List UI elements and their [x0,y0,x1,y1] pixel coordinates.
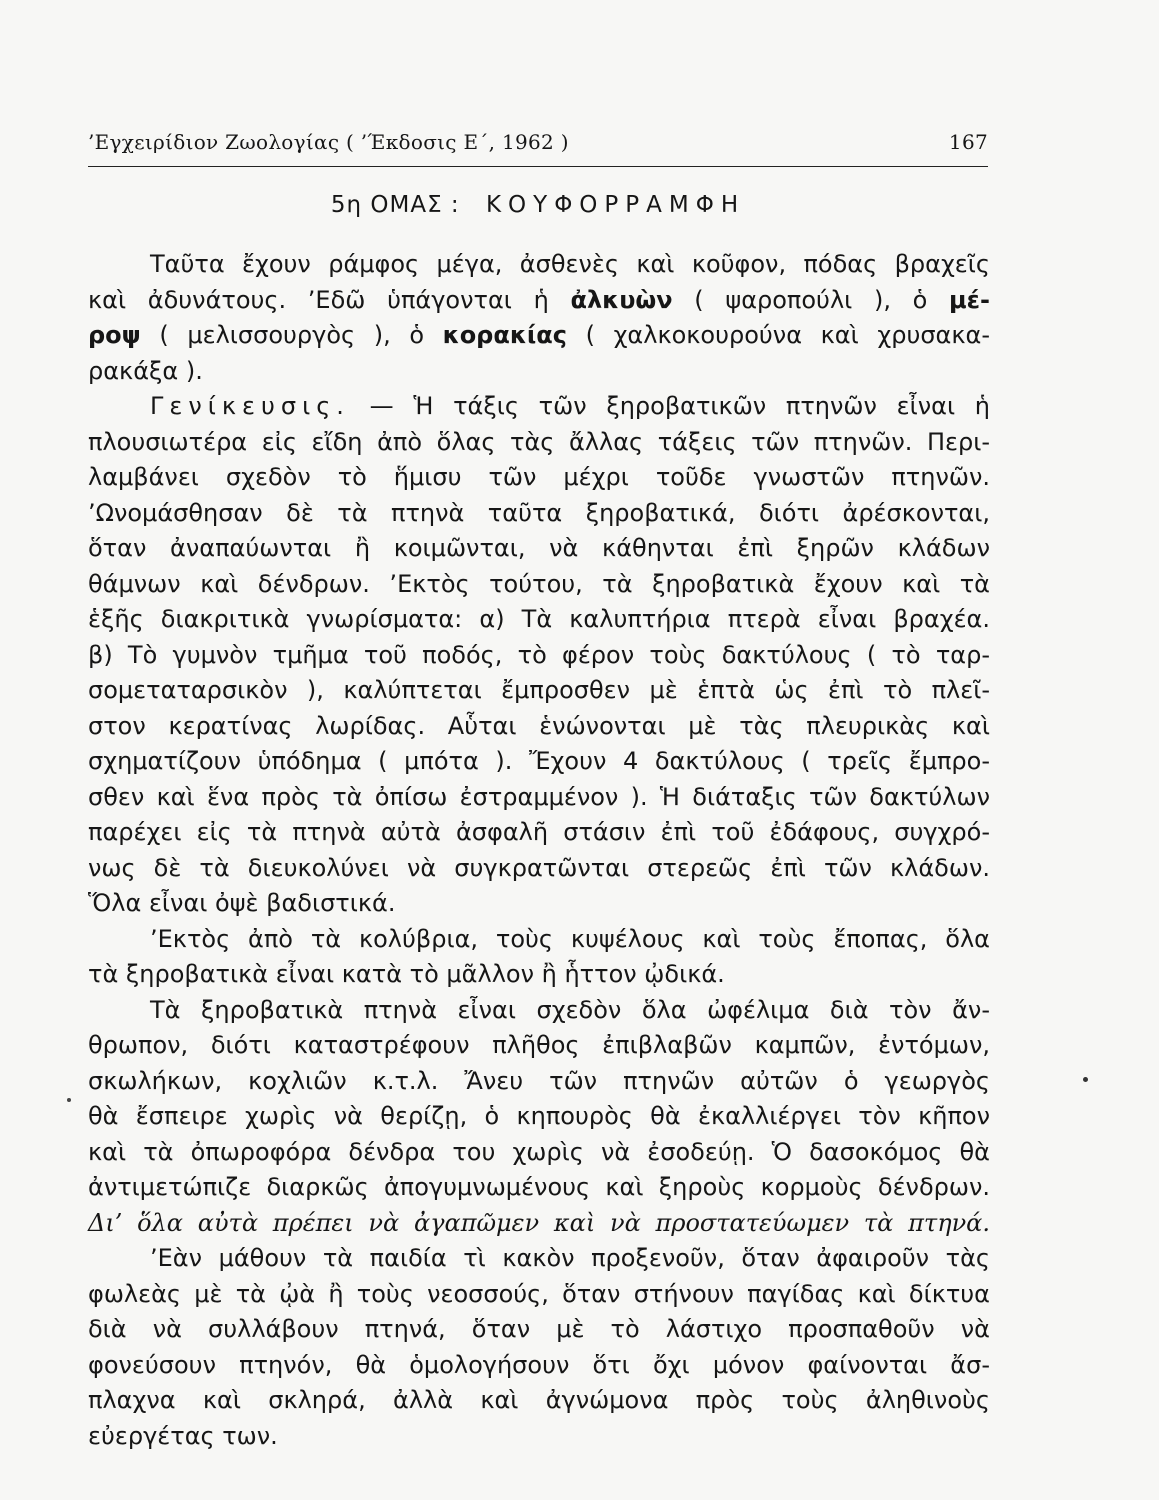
text-line: β) Τὸ γυμνὸν τμῆμα τοῦ ποδός, τὸ φέρον τοὺς δακτύλους ( τὸ ταρ- [88,640,990,669]
text-line: στον κερατίνας λωρίδας. Αὗται ἑνώνονται μὲ τὰς πλευρικὰς καὶ [88,711,990,740]
text-line: ἑξῆς διακριτικὰ γνωρίσματα: α) Τὰ καλυπτήρια πτερὰ εἶναι βραχέα. [88,605,990,633]
text-span: ( μελισσουργὸς ), ὁ [140,321,443,349]
text-line: ἀντιμετώπιζε διαρκῶς ἀπογυμνωμένους καὶ ξηροὺς κορμοὺς δένδρων. [88,1173,990,1201]
text-line: ’Εκτὸς ἀπὸ τὰ κολύβρια, τοὺς κυψέλους καὶ τοὺς ἔποπας, ὅλα [150,924,990,953]
section-number: 5η ΟΜΑΣ : [330,192,460,218]
text-span: — Ἡ τάξις τῶν ξηροβατικῶν πτηνῶν εἶναι ἡ [349,392,990,420]
text-line: σχηματίζουν ὑπόδημα ( μπότα ). Ἔχουν 4 δακτύλους ( τρεῖς ἔμπρο- [88,747,990,775]
text-line: νως δὲ τὰ διευκολύνει νὰ συγκρατῶνται στερεῶς ἐπὶ τῶν κλάδων. [88,853,990,882]
text-span: καὶ ἀδυνάτους. ’Εδῶ ὑπάγονται ἡ [88,285,571,314]
section-heading [88,192,988,218]
text-line: ὅταν ἀναπαύωνται ἢ κοιμῶνται, νὰ κάθηνται ἐπὶ ξηρῶν κλάδων [88,534,990,562]
term-merops-end: ροψ [88,321,141,349]
text-line: ’Εὰν μάθουν τὰ παιδία τὶ κακὸν προξενοῦν, ὅταν ἀφαιροῦν τὰς [150,1244,990,1272]
text-line: λαμβάνει σχεδὸν τὸ ἥμισυ τῶν μέχρι τοῦδε γνωστῶν πτηνῶν. [88,463,990,491]
text-line: καὶ τὰ ὀπωροφόρα δένδρα του χωρὶς νὰ ἐσοδεύῃ. Ὁ δασοκόμος θὰ [88,1137,990,1166]
text-line [88,247,990,283]
text-span: Ταῦτα ἔχουν ράμφος μέγα, ἀσθενὲς καὶ κοῦφον, πόδας βραχεῖς [150,250,990,278]
text-line: τὰ ξηροβατικὰ εἶναι κατὰ τὸ μᾶλλον ἢ ἧττον ᾠδικά. [88,960,725,988]
text-line: πλουσιωτέρα εἰς εἴδη ἀπὸ ὅλας τὰς ἄλλας τάξεις τῶν πτηνῶν. Περι- [88,427,990,456]
text-line: σθεν καὶ ἕνα πρὸς τὰ ὀπίσω ἐστραμμένον ). Ἡ διάταξις τῶν δακτύλων [88,782,990,811]
text-line [88,318,990,354]
text-line: διὰ νὰ συλλάβουν πτηνά, ὅταν μὲ τὸ λάστιχο προσπαθοῦν νὰ [88,1315,990,1343]
term-merops-start: μέ- [949,285,990,314]
print-speck [1083,1077,1088,1082]
text-line: ’Ωνομάσθησαν δὲ τὰ πτηνὰ ταῦτα ξηροβατικά, διότι ἀρέσκονται, [88,498,990,527]
term-genikeusis: Γενίκευσις. [150,392,350,420]
text-line [88,354,990,390]
text-line [88,389,990,425]
italic-moral-line: Δι’ ὅλα αὐτὰ πρέπει νὰ ἀγαπῶμεν καὶ νὰ προστατεύωμεν τὰ πτηνά. [88,1208,990,1237]
text-line: Ὅλα εἶναι ὀψὲ βαδιστικά. [88,889,396,917]
text-line: θὰ ἔσπειρε χωρὶς νὰ θερίζῃ, ὁ κηπουρὸς θὰ ἐκαλλιέργει τὸν κῆπον [88,1102,990,1130]
text-line: εὐεργέτας των. [88,1421,278,1450]
page-number: 167 [948,130,988,154]
term-korakias: κορακίας [442,321,567,349]
text-span: ( χαλκοκουρούνα καὶ χρυσακα- [566,321,990,349]
body-text [88,247,990,1454]
running-title: ’Εγχειρίδιον Ζωολογίας ( ’Έκδοσις Ε΄, 1962 ) [88,130,569,154]
text-line: θάμνων καὶ δένδρων. ’Εκτὸς τούτου, τὰ ξηροβατικὰ ἔχουν καὶ τὰ [88,569,990,598]
text-line: φωλεὰς μὲ τὰ ᾠὰ ἢ τοὺς νεοσσούς, ὅταν στήνουν παγίδας καὶ δίκτυα [88,1279,990,1308]
text-span: ρακάξα ). [88,356,203,385]
text-line [88,283,990,319]
text-span: ( ψαροπούλι ), ὁ [672,285,949,314]
text-line: πλαχνα καὶ σκληρά, ἀλλὰ καὶ ἀγνώμονα πρὸς τοὺς ἀληθινοὺς [88,1386,990,1414]
term-alkyon: ἀλκυὼν [570,285,673,314]
header-rule [88,166,988,167]
section-title: ΚΟΥΦΟΡΡΑΜΦΗ [485,192,746,218]
text-line: σκωλήκων, κοχλιῶν κ.τ.λ. Ἄνευ τῶν πτηνῶν αὐτῶν ὁ γεωργὸς [88,1066,990,1095]
text-line: σομεταταρσικὸν ), καλύπτεται ἔμπροσθεν μὲ ἑπτὰ ὡς ἐπὶ τὸ πλεῖ- [88,676,990,704]
running-head [88,128,988,160]
text-line: φονεύσουν πτηνόν, θὰ ὁμολογήσουν ὅτι ὄχι μόνον φαίνονται ἄσ- [88,1350,990,1379]
print-speck [67,1098,71,1102]
text-line: Τὰ ξηροβατικὰ πτηνὰ εἶναι σχεδὸν ὅλα ὠφέλιμα διὰ τὸν ἄν- [150,995,990,1024]
text-line: παρέχει εἰς τὰ πτηνὰ αὐτὰ ἀσφαλῆ στάσιν ἐπὶ τοῦ ἐδάφους, συγχρό- [88,818,990,846]
text-line: θρωπον, διότι καταστρέφουν πλῆθος ἐπιβλαβῶν καμπῶν, ἐντόμων, [88,1031,990,1059]
